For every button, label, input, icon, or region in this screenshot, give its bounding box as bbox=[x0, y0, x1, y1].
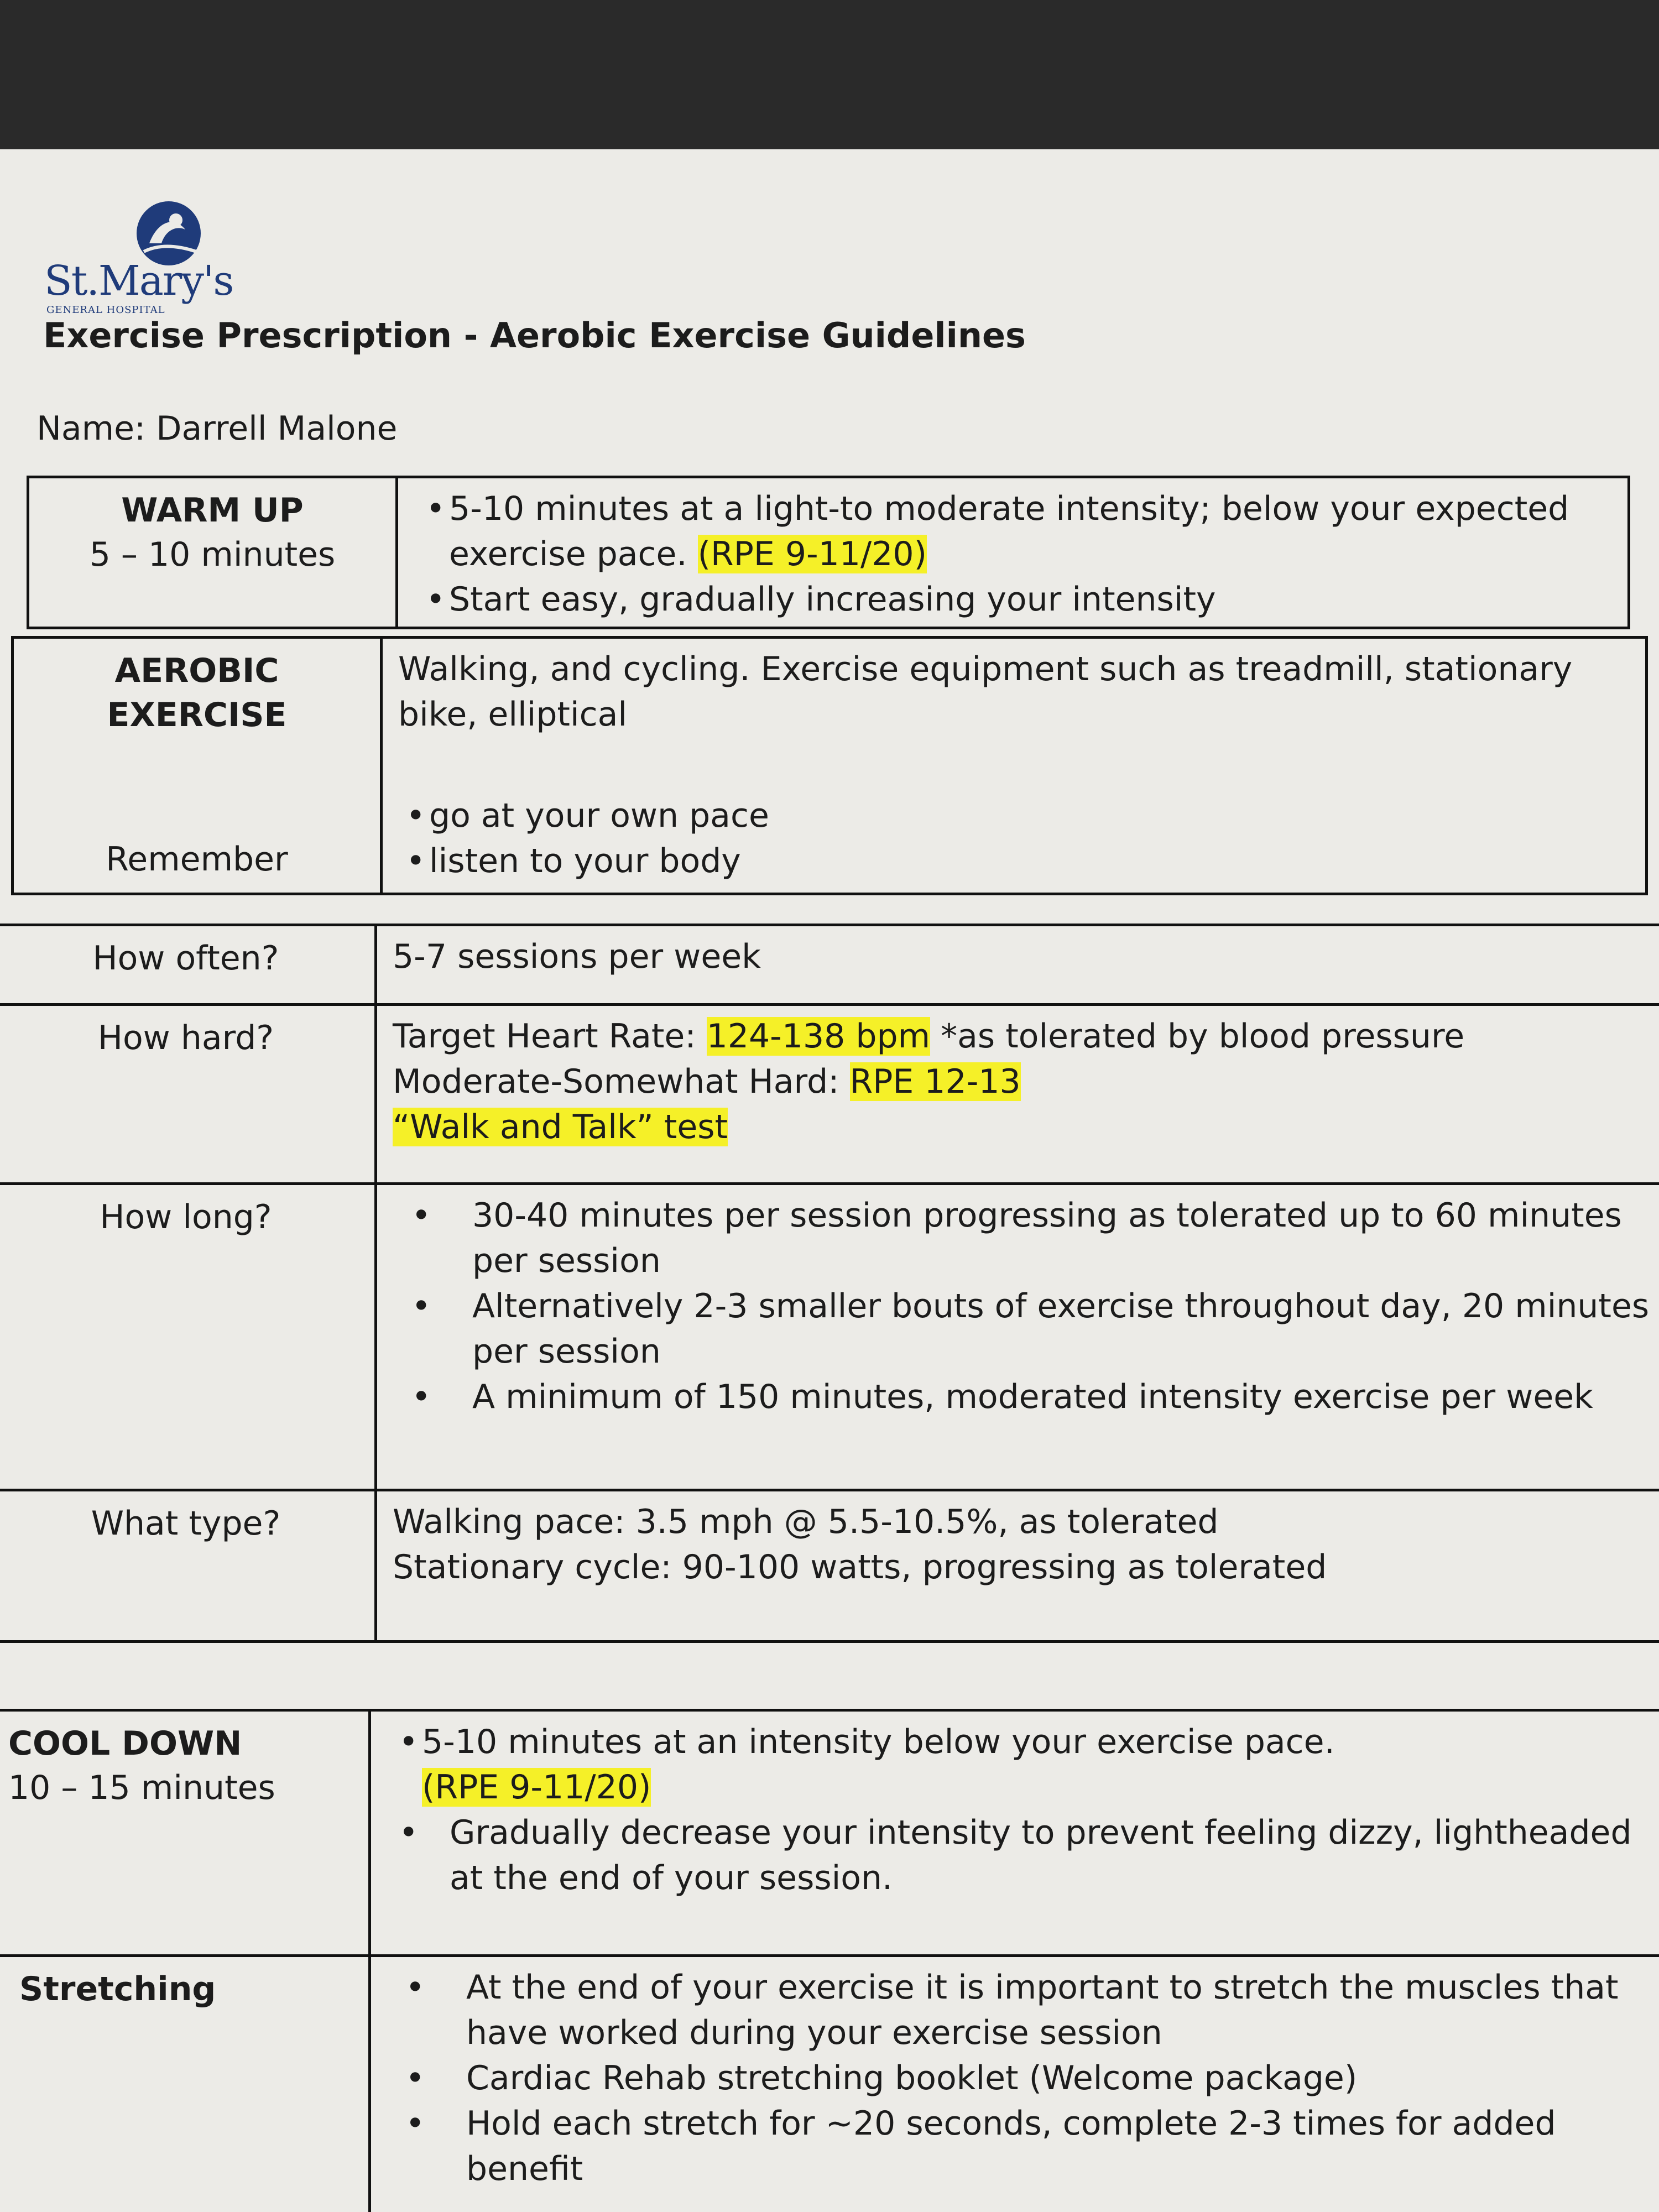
warm-up-label: WARM UP bbox=[121, 491, 304, 530]
what-type-row bbox=[0, 1490, 1659, 1642]
walk-talk-highlight: “Walk and Talk” test bbox=[393, 1108, 728, 1146]
stretching-row bbox=[0, 1956, 1659, 2212]
how-hard-label: How hard? bbox=[0, 1005, 376, 1184]
cool-down-rpe-highlight: (RPE 9-11/20) bbox=[422, 1768, 651, 1807]
warm-up-bullet-1: • 5-10 minutes at a light-to moderate intensity; below your expected exercise pace. (RPE 9-11/20) bbox=[432, 486, 1616, 577]
stationary-cycle: Stationary cycle: 90-100 watts, progressing as tolerated bbox=[393, 1548, 1327, 1587]
aerobic-bullet-1: • go at your own pace bbox=[413, 793, 769, 838]
cool-down-bullet-2: • Gradually decrease your intensity to prevent feeling dizzy, lightheaded at the end of your session. bbox=[405, 1810, 1659, 1901]
how-often-label: How often? bbox=[0, 925, 376, 1005]
aerobic-bullet-2: • listen to your body bbox=[413, 838, 769, 884]
aerobic-label-cell bbox=[13, 638, 382, 894]
how-long-bullet-1: • 30-40 minutes per session progressing as tolerated up to 60 minutes per session bbox=[411, 1193, 1651, 1284]
page-title: Exercise Prescription - Aerobic Exercise Guidelines bbox=[43, 315, 1026, 356]
warm-up-label-cell bbox=[28, 477, 397, 628]
target-heart-rate-highlight: 124-138 bpm bbox=[706, 1017, 931, 1056]
hospital-logo bbox=[44, 199, 233, 316]
walking-pace: Walking pace: 3.5 mph @ 5.5-10.5%, as tolerated bbox=[393, 1503, 1219, 1541]
aerobic-label-2: EXERCISE bbox=[107, 696, 287, 734]
how-long-row bbox=[0, 1184, 1659, 1490]
warm-up-table bbox=[27, 476, 1630, 629]
stretching-bullet-1: • At the end of your exercise it is important to stretch the muscles that have worked during your exercise session bbox=[405, 1965, 1659, 2056]
how-long-bullet-3: • A minimum of 150 minutes, moderated intensity exercise per week bbox=[411, 1374, 1651, 1420]
aerobic-description: Walking, and cycling. Exercise equipment such as treadmill, stationary bike, elliptical bbox=[398, 650, 1573, 734]
what-type-label: What type? bbox=[0, 1490, 376, 1642]
cool-down-content bbox=[370, 1710, 1659, 1956]
aerobic-table bbox=[11, 636, 1648, 895]
aerobic-content bbox=[382, 638, 1647, 894]
stretching-bullet-2: • Cardiac Rehab stretching booklet (Welcome package) bbox=[405, 2056, 1659, 2101]
how-long-content bbox=[376, 1184, 1659, 1490]
how-often-value: 5-7 sessions per week bbox=[376, 925, 1659, 1005]
how-long-bullet-2: • Alternatively 2-3 smaller bouts of exercise throughout day, 20 minutes per session bbox=[411, 1284, 1651, 1374]
cool-down-row bbox=[0, 1710, 1659, 1956]
rpe-highlight: RPE 12-13 bbox=[849, 1062, 1021, 1101]
patient-name: Name: Darrell Malone bbox=[36, 409, 398, 448]
hospital-subtitle: GENERAL HOSPITAL bbox=[46, 304, 165, 316]
warm-up-rpe-highlight: (RPE 9-11/20) bbox=[697, 535, 927, 573]
remember-label: Remember bbox=[106, 840, 288, 879]
warm-up-content bbox=[397, 477, 1629, 628]
fitt-table bbox=[0, 924, 1659, 1643]
cool-down-bullet-1: • 5-10 minutes at an intensity below your exercise pace. (RPE 9-11/20) bbox=[405, 1719, 1659, 1810]
how-often-row bbox=[0, 925, 1659, 1005]
document-page bbox=[0, 149, 1659, 2212]
aerobic-label-1: AEROBIC bbox=[114, 651, 279, 690]
hospital-name: St.Mary's bbox=[44, 257, 233, 305]
what-type-content bbox=[376, 1490, 1659, 1642]
cool-down-table bbox=[0, 1709, 1659, 2212]
cool-down-label: COOL DOWN bbox=[8, 1724, 242, 1763]
stretching-label: Stretching bbox=[0, 1956, 370, 2212]
stretching-bullet-3: • Hold each stretch for ~20 seconds, complete 2-3 times for added benefit bbox=[405, 2101, 1659, 2192]
how-long-label: How long? bbox=[0, 1184, 376, 1490]
how-hard-content: Target Heart Rate: 124-138 bpm *as tolerated by blood pressure Moderate-Somewhat Hard: RPE 12-13 “Walk and Talk” test bbox=[376, 1005, 1659, 1184]
warm-up-bullet-2: • Start easy, gradually increasing your intensity bbox=[432, 577, 1616, 622]
cool-down-duration: 10 – 15 minutes bbox=[8, 1768, 275, 1807]
how-hard-row bbox=[0, 1005, 1659, 1184]
stretching-content bbox=[370, 1956, 1659, 2212]
cool-down-label-cell bbox=[0, 1710, 370, 1956]
warm-up-duration: 5 – 10 minutes bbox=[89, 535, 336, 574]
